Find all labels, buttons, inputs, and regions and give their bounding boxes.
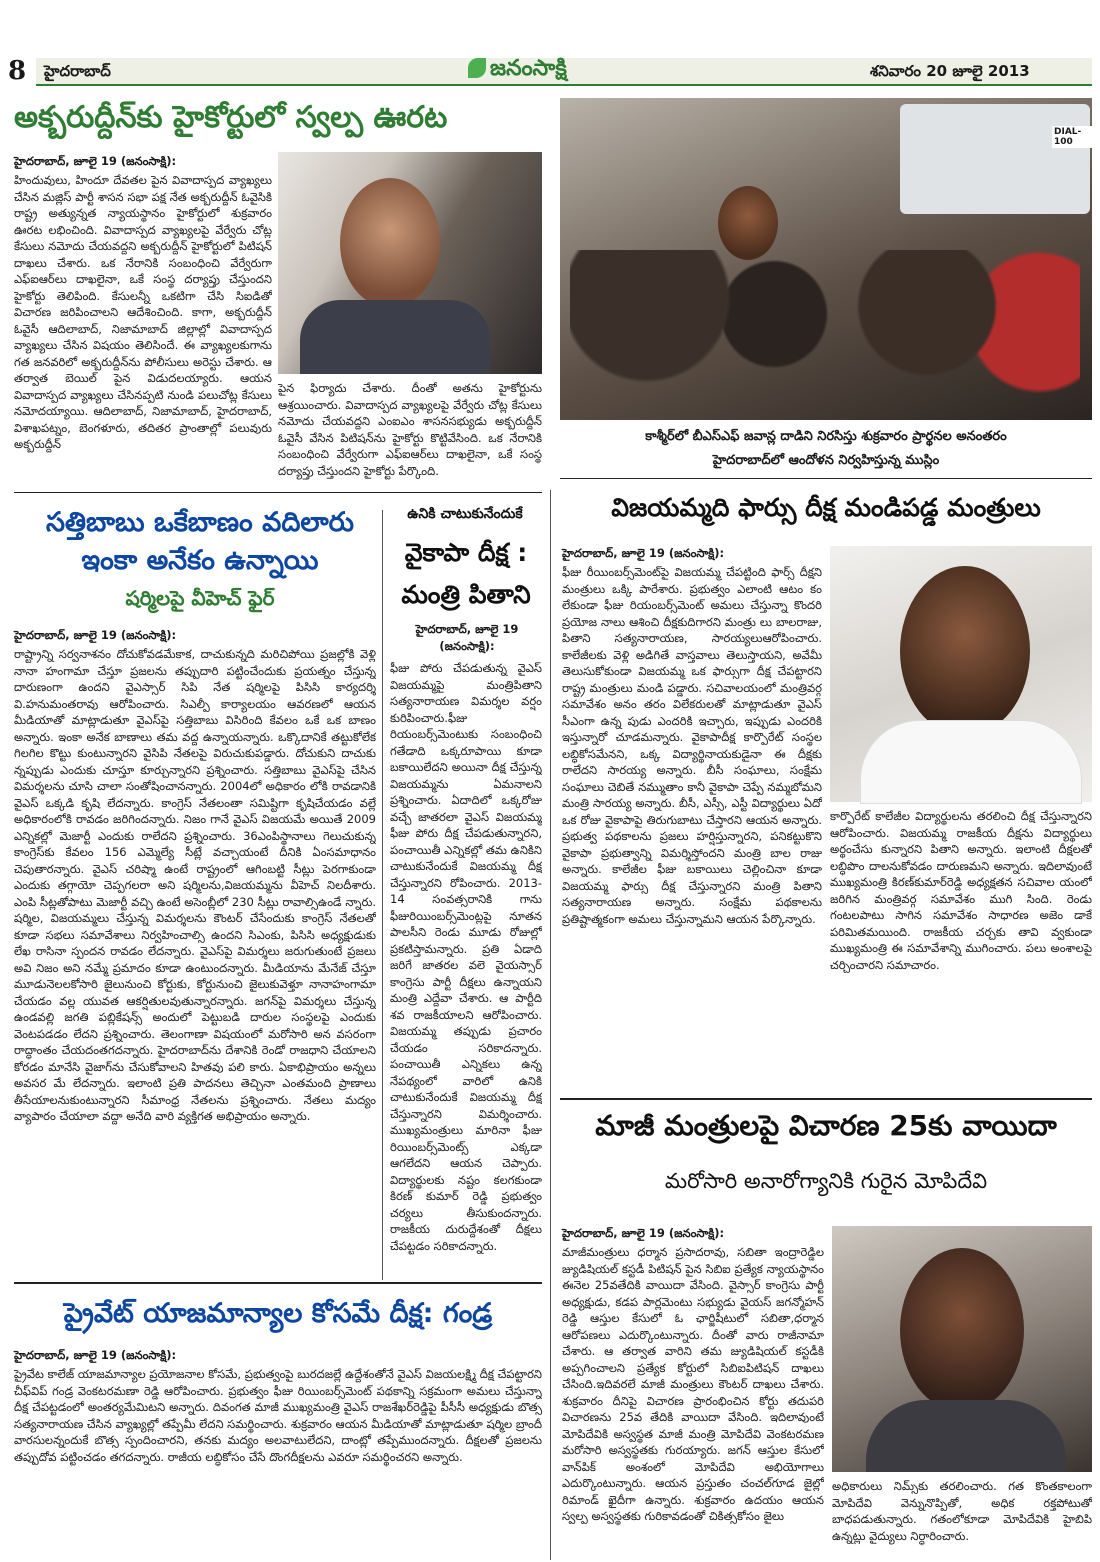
story5-body-right: అధికారులు నిమ్స్‌కు తరలించారు. గత కొంతకాలంగా మోపిదేవి వెన్నునొప్పితో, అధిక రక్తపోటుతో బాధపడుతున్నారు. గతంలోకూడా మోపిదేవికి హైబిపి ఉన్నట్లు వైద్యులు నిర్ధారించారు.: [832, 1479, 1092, 1543]
issue-date: శనివారం 20 జూలై 2013: [870, 62, 1030, 80]
story3-headline-line1: వైకాపా దీక్ష :: [404, 538, 528, 567]
divider-story2-3: [382, 510, 383, 1280]
masthead-brand: జనంసాక్షి: [490, 56, 567, 81]
story6-headline: ప్రైవేట్ యాజమాన్యాల కోసమే దీక్ష: గండ్ర: [63, 1298, 493, 1329]
story3-dateline: హైదరాబాద్, జూలై 19 (జనంసాక్షి):: [415, 622, 519, 653]
story6-dateline: హైదరాబాద్, జూలై 19 (జనంసాక్షి):: [14, 1348, 177, 1362]
story2-headline-line2: ఇంకా అనేకం ఉన్నాయి: [81, 545, 319, 576]
story2-body: రాష్ట్రాన్ని సర్వనాశనం దోచుకోవడమేకాక, దాచుకున్నది మరిచిపోయి ప్రజల్లోకి వెళ్లి నానా హంగామా చేస్తూ ప్రజలను తప్పుదారి పట్టించేందుకు ప్రయత్నం చేస్తున్న దారుణంగా ఉందని వైఎస్సార్ సిపి నేత షర్మిలపై పిసిసి కార్యదర్శి వి.హనుమంతరావు ఆరోపించారు. సిఎల్పీ కార్యాలయం ఆవరణలో ఆయన మీడియాతో మాట్లాడుతూ వైఎస్‌పై సత్తిబాబు విసిరింది కేవలం ఒకే ఒక బాణం అన్నారు. ఇంకా అనేక బాణాలు తమ వద్ద ఉన్నాయన్నారు. ఒక్కొదానికే తట్టుకోలేక గిలగిల కొట్టు కుంటున్నారని వైసిపి నేతలపై విరుచుకుపడ్డారు. దోచుకుని దాచుకు న్నప్పుడు ఎందుకు చూస్తూ కూర్చున్నారని ప్రశ్నించారు. సత్తిబాబు వైఎస్‌పై చేసిన విమర్శలను చూసి చాలా సంతోషించానన్నారు. 2004లో అధికారం లోకి రావడానికి వైఎస్ ఒక్కడి కృషి లేదన్నారు. కాంగ్రెస్ నేతలంతా సమిష్టిగా కృషిచేయడం వల్లే అధికారంలోకి రావడం జరిగిందన్నారు. నిజం గానే వైఎస్ విజయమే అయితే 2009 ఎన్నికల్లో మెజార్టీ ఎందుకు రాలేదని ప్రశ్నించారు. 36ఎంపిస్థానాలు గెలుచుకున్న కాంగ్రెస్‌కు కేవలం 156 ఎమ్మెల్యే సీట్లే వచ్చాయంటే దీనికి ఏంసమాధానం చెపుతారన్నారు. వైఎస్ చరిష్మా ఉంటే రాష్ట్రంలో ఆగింబట్టి సీట్లు పెరగాకుండా ఎందుకు తగ్గాయో చెప్పగలరా అని షర్మిలను,విజయమ్మను వీహెచ్ నిలదీశారు. ఎంపి సీట్లతోపాటు మెజార్టీ వచ్చి ఉంటే అసెంబ్లీలో 230 సీట్లు రావాల్సిఉండే న్నారు. షర్మిల, విజయమ్మలు చేస్తున్న విమర్శలను కౌంటర్ చేసేందుకు కాంగ్రెస్ నేతలతో కూడా సభలు సమావేశాలు నిర్వహించాల్సి ఉందని సిఎంకు, పిసిసి అధ్యక్షుడుకు లేఖ రాసినా స్పందన రావడం లేదన్నారు. వైఎస్‌పై విమర్శలు జరుగుతుంటే ప్రజలు అవి నిజం అని నమ్మే ప్రమాదం కూడా ఉంటుందన్నారు. మీడియాను మేనేజ్ చేస్తూ మూడునెలలకోసారి జైలునుంచి కోర్టుకు, కోర్టునుంచి జైలుకువెళ్తూ నానాహంగామా చేయడం వల్ల యువత ఆకర్షితులవుతున్నారన్నారు. జగన్‌పై విమర్శలు చేస్తున్న ఉండవల్లి జగతి పబ్లికేషన్స్ అందులో పెట్టుబడి దారుల సంస్థలపై ఎందుకు వెంటపడడం లేదని ప్రశ్నించారు. తెలంగాణా విషయంలో మరోసారి అన వసరంగా రాద్ధాంతం చేయదంతగదన్నారు. హైదరాబాద్‌ను దేశానికి రెండో రాజధాని చేయాలని కోరడం మానేసి వైజాగ్‌ను చేసుకోవాలని హితవు పలి కారు. ఏకాభిప్రాయం అన్నలు అవసర మే లేదన్నారు. ఇలాంటి ప్రతి పాదనలు తెచ్చినా ఎంతమంది ప్రాణాలు తీసేయాలనుకుంటున్నారని సీమాంధ్ర నేతలను ప్రశ్నించారు. నేతలు మద్యం వ్యాపారం చేయాలా వద్దా అనేది వారి వ్యక్తిగత అభిప్రాయం అన్నారు.: [14, 647, 376, 1123]
story3-headline-line2: మంత్రి పితాని: [401, 580, 531, 609]
story5-dateline: హైదరాబాద్, జూలై 19 (జనంసాక్షి):: [562, 1226, 725, 1240]
akbaruddin-coat: [300, 300, 490, 374]
divider-story2-6: [14, 1282, 542, 1284]
story1-body-left: హిందువులు, హిందూ దేవతల పైన వివాదాస్పద వ్యాఖ్యలు చేసిన మజ్లిస్ పార్టీ శాసన సభా పక్ష నేత అక్బరుద్దీన్ ఓవైసికి రాష్ట్ర అత్యున్నత న్యాయస్థానం హైకోర్టులో శుక్రవారం ఊరట లభించింది. వివాదాస్పద వ్యాఖ్యలపై వేర్వేరు చోట్ల కేసులు నమోదు చేయవద్దని అక్బరుద్దీన్ హైకోర్టులో పిటిషన్ దాఖలు చేశారు. ఒక నేరానికి సంబంధించి వేర్వేరుగా ఎఫ్‌ఐఆర్‌లు దాఖలైనా, ఒకే సంస్థ దర్యాప్తు చేస్తుందని హైకోర్టు తెలిపింది. కేసులన్నీ ఒకటిగా చేసి సిఐడితో విచారణ జరిపించాలని ఆదేశించింది. కాగా, అక్బరుద్దీన్ ఓవైసీ ఆదిలాబాద్, నిజామాబాద్ జిల్లాల్లో వివాదాస్పద వ్యాఖ్యలు చేసిన విషయం తెలిసిందే. ఈ వ్యాఖ్యలకుగాను గత జనవరిలో అక్బరుద్దీన్‌ను పోలీసులు అరెస్టు చేశారు. ఆ తర్వాత బెయిల్ పైన విడుదలయ్యారు. ఆయన వివాదాస్పద వ్యాఖ్యలు చేసినప్పటి నుండి పలుచోట్ల కేసులు నమోదయ్యాయి. ఆదిలాబాద్, నిజామాబాద్, హైదరాబాద్, విశాఖపట్నం, బెంగళూరు, తదితర ప్రాంతాల్లో పలువురు అక్బరుద్దీన్: [14, 173, 272, 451]
story2-headline-line1: సత్తిబాబు ఒకేబాణం వదిలారు: [45, 507, 355, 538]
police-van-sign: DIAL-100: [1052, 126, 1100, 148]
story1-headline: అక్బరుద్దీన్‌కు హైకోర్టులో స్వల్ప ఊరట: [14, 100, 448, 135]
story3-kicker: ఉనికి చాటుకునేందుకే: [407, 506, 523, 522]
akbaruddin-face-icon: [340, 178, 440, 308]
story1-dateline: హైదరాబాద్, జూలై 19 (జనంసాక్షి):: [14, 154, 177, 168]
divider-top: [14, 492, 542, 493]
divider-story3-4: [550, 490, 551, 1560]
story4-body-right: కార్పొరేట్ కాలేజీల విద్యార్థులను తరలించి దీక్ష చేస్తున్నారని ఆరోపించారు. విజయమ్మ రాజకీయ దీక్షను విద్యార్థులు అర్థంచేసు కున్నారని పితాని అన్నారు. ఇలాంటి దీక్షలతో లబ్ధిపొం దాలనుకోవడం దారుణమని అన్నారు. ఇదిలావుంటే ముఖ్యమంత్రి కిరణ్‌కుమార్‌రెడ్డి అధ్యక్షతన సచివాల యంలో జరిగిన మంత్రివర్గ సమావేశం ముగి సింది. రెండు గంటలపాటు సాగిన సమావేశం సాధారణ అజెం డాకే పరిమితమయింది. రాజకీయ చర్చకు తావి వ్వకుండా ముఖ్యమంత్రి ఈ సమావేశాన్ని ముగించారు. పలు అంశాలపై చర్చించారని సమాచారం.: [830, 809, 1092, 972]
mopidevi-shirt: [866, 1400, 1066, 1472]
mopidevi-face-icon: [900, 1248, 1024, 1412]
photo-caption-line2: హైదరాబాద్‌లో ఆందోళన నిర్వహిస్తున్న ముస్లిం: [712, 453, 940, 468]
divider-top-right: [560, 478, 1092, 479]
story4-body-left: ఫీజు రీయింబర్స్‌మెంట్‌పై విజయమ్మ చేపట్టింది ఫార్స్ దీక్షని మంత్రులు ఒక్కి పారేశారు. ప్రభుత్వం ఎలాంటి ఆటం కం లేకుండా ఫీజు రియంబర్స్‌మెంట్ అమలు చేస్తున్నా కొందరి ప్రయోజ నాలు ఆశించి దీక్షకుదిగారని మంత్రు లు బాలరాజు, పితాని సత్యనారాయణ, సారయ్యలుఆరోపించారు. కాలేజీలకు వెళ్లి అడిగితే వాస్తవాలు తెలుస్తాయని, అవేమీ తెలుసుకోకుండా విజయమ్మ ఒక ఫార్సుగా దీక్ష చేపట్టారని రాష్ట్ర మంత్రులు మండి పడ్డారు. సచివాలయంలో మంత్రివర్గ సమావేశం అనం తరం విలేకరులతో మాట్లాడుతూ వైఎస్ సీఎంగా ఉన్న పుడు ఎందరికి ఇచ్చారు, ఇప్పుడు ఎందరికి ఇస్తున్నారో చూడమన్నారు. వైకాపాదీక్ష కార్పొరేట్ సంస్థల లబ్ధికోసమేనని, ఒక్క విద్యార్థినాయకుడైనా ఈ దీక్షకు రాలేదని సారయ్య అన్నారు. బీసీ సంఘాలు, సంక్షేమ సంఘాలు చెబితే నమ్ముతాం కానీ వైకాపా చెప్పే నమ్మబోమని మంత్రి సారయ్య అన్నారు. బీసీ, ఎస్సీ, ఎస్టీ విద్యార్థులు ఏదో ఒక రోజు వైకాపాపై తిరుగుబాటు చేస్తారని ఆయన అన్నారు. ప్రభుత్వ పథకాలను ప్రజలు హర్షిస్తున్నారని, పనికట్టుకొని వైకాపా ప్రభుత్వాన్ని విమర్శిస్తోందని మంత్రి బాల రాజు అన్నారు. కాలేజీల ఫీజు బకాయిలు చెల్లించినా కూడా విజయమ్మ ఫార్సు దీక్ష చేస్తున్నారని మంత్రి పితాని సత్యనారాయణ అన్నారు. సంక్షేమ పథకాలను ప్రతిష్టాత్మకంగా అమలు చేస్తున్నామని ఆయన పేర్కొన్నారు.: [562, 565, 822, 926]
protester-face-icon: [718, 186, 778, 260]
section-city: హైదరాబాద్: [44, 62, 111, 80]
photo-caption-line1: కాశ్మీర్‌లో బీఎస్‌ఎఫ్ జవాన్ల దాడిని నిరసిస్తు శుక్రవారం ప్రార్థనల అనంతరం: [645, 429, 1007, 444]
crowd-silhouettes: [570, 250, 1080, 410]
story2-subhead: షర్మిలపై వీహెచ్ ఫైర్: [125, 586, 275, 610]
story4-headline: విజయమ్మది ఫార్సు దీక్ష మండిపడ్డ మంత్రులు: [611, 493, 1041, 522]
minister-shirt: [860, 720, 1082, 804]
story5-body-left: మాజీమంత్రులు ధర్మాన ప్రసాదరావు, సబితా ఇంద్రారెడ్డిల జ్యుడిషియల్ కస్టడీ పిటిషన్ పైన సిబిఐ ప్రత్యేక న్యాయస్థానం ఈనెల 25వతేదికి వాయిదా వేసింది. వైస్సార్ కాంగ్రెసు పార్టీ అధ్యక్షుడు, కడప పార్లమెంటు సభ్యుడు వైయస్ జగన్మోహన్ రెడ్డి ఆస్తుల కేసులో ఓ ఛార్జిషీటులో సబితా,ధర్మాన ఆరోపణలు ఎదుర్కొంటున్నారు. దీంతో వారు రాజీనామా చేశారు. ఆ తర్వాత వారిని తమ జ్యుడిషియల్ కస్టడీకి అప్పగించాలని ప్రత్యేక కోర్టులో సిబిఐపిటిషన్ దాఖలు చేసింది.ఇదివరలే మాజీ మంత్రులు కౌంటర్ దాఖలు చేశారు. శుక్రవారం దీనిపై విచారణ ప్రారంభించిన కోర్టు తదుపరి విచారణను 25వ తేదికి వాయిదా వేసింది. ఇదిలావుంటే మోపిదేవికి అస్వస్థత మాజీ మంత్రి మోపిదేవి వెంకటరమణ మరోసారి అస్వస్థతకు గురయ్యారు. జగన్ ఆస్తుల కేసులో వాన్‌పిక్ అంశంలో మోపిదేవి అభియోగాలు ఎదుర్కొంటున్నారు. ఆయన ప్రస్తుతం చంచల్‌గూడ జైల్లో రిమాండ్ ఖైదీగా ఉన్నారు. శుక్రవారం ఉదయం ఆయన స్వల్ప అస్వస్థతకు గురికావడంతో చికిత్సకోసం జైలు: [562, 1245, 824, 1523]
story6-body: ప్రైవేట కాలేజ్ యాజమాన్యాల ప్రయోజనాల కోసమే, ప్రభుత్వంపై బురదజల్లే ఉద్దేశంతోనే వైఎస్ విజయలక్ష్మి దీక్ష చేపట్టారని చీఫ్‌విప్ గండ్ర వెంకటరమణా రెడ్డి ఆరోపించారు. ప్రభుత్వం ఫీజు రియింబర్స్‌మెంట్ పథకాన్ని సక్రమంగా అమలు చేస్తున్నా దీక్ష చేపట్టడంలో అంతర్యమేమిటని అన్నారు. దివంగత మాజీ ముఖ్యమంత్రి వైఎస్ రాజశేఖర్‌రెడ్డిపై పీసీసీ అధ్యక్షుడు బొత్స సత్యనారాయణ చేసిన వ్యాఖ్యల్లో తప్పేమీ లేదని సమర్థించారు. శుక్రవారం ఆయన మీడియాతో మాట్లాడుతూ షర్మిల బ్రాందీ వారసులన్నందుకే బొత్స స్పందించారని, తనకు మద్యం అలవాటులేదని, దాంట్లో తప్పేముందన్నారు. దీక్షలతో ప్రజలను తప్పుదోవ పట్టించడం తగదన్నారు. రాజీయ లబ్ధికోసం చేసే దొంగదీక్షలను ఎవరూ సమర్థించరని అన్నారు.: [14, 1367, 542, 1464]
page-number: 8: [8, 56, 27, 86]
story1-body-right: పైన ఫిర్యాదు చేశారు. దీంతో అతను హైకోర్టును ఆశ్రయించారు. వివాదాస్పద వ్యాఖ్యలపై వేర్వేరు చోట్ల కేసులు నమోదు చేయవద్దని ఎంఐఎం శాసనసభ్యుడు అక్బరుద్దీన్ ఓవైసీ వేసిన పిటిషన్‌ను హైకోర్టు కొట్టివేసింది. ఒక నేరానికి సంబంధించి వేర్వేరుగా ఎఫ్‌ఐఆర్‌లు దాఖలైనా, ఒకే సంస్థ దర్యాప్తు చేస్తుందని హైకోర్టు పేర్కొంది.: [278, 381, 542, 478]
police-van: [900, 104, 1090, 214]
story5-subhead: మరోసారి అనారోగ్యానికి గురైన మోపిదేవి: [664, 1169, 988, 1193]
story2-dateline: హైదరాబాద్, జూలై 19 (జనంసాక్షి):: [14, 628, 177, 642]
story5-headline: మాజీ మంత్రులపై విచారణ 25కు వాయిదా: [595, 1109, 1057, 1142]
story4-dateline: హైదరాబాద్, జూలై 19 (జనంసాక్షి):: [562, 546, 725, 560]
story3-body: ఫీజు పోరు చేపడుతున్న వైఎస్ విజయమ్మపై మంత్రిపితాని సత్యనారాయణ విమర్శల వర్షం కురిపించారు.ఫీజు రియంబర్స్‌మెంటుకు సంబంధించి గతేడాది ఒక్కరూపాయి కూడా బకాయిలేదని అయినా దీక్ష చేస్తున్న విజయమ్మను ఏమనాలని ప్రశ్నించారు. ఏదాదిలో ఒక్కరోజు వచ్చే జాతరలా వైఎస్ విజయమ్మ ఫీజు పోరు దీక్ష చేపడుతున్నారని, పంచాయితీ ఎన్నికల్లో తమ ఉనికిని చాటుకునేందుకే విజయమ్మ దీక్ష చేస్తున్నారని రోపించారు. 2013-14 సంవత్సరానికి గాను ఫీజురియింబర్స్‌మెంట్లపై నూతన పాలసీని రెండు మూడు రోజుల్లో ప్రకటిస్తామన్నారు. ప్రతి ఏడాది జరిగే జాతరల వలె వైయస్సార్ కాంగ్రెసు పార్టీ దీక్షలు ఉన్నాయని మంత్రి ఎద్దేవా చేశారు. ఆ పార్టీది శవ రాజకీయాలని ఆరోపించారు. విజయమ్మ తప్పుడు ప్రచారం చేయడం సరికాదన్నారు. పంచాయితీ ఎన్నికలు ఉన్న నేపథ్యంలో వారిలో ఉనికి చాటుకునేందుకే విజయమ్మ దీక్ష చేస్తున్నారని విమర్శించారు. ముఖ్యమంత్రులు మారినా ఫీజు రియింబర్స్‌మెంట్స్ ఎక్కడా ఆగలేదని ఆయన చెప్పారు. విద్యార్థులకు నష్టం కలగకుండా కిరణ్ కుమార్ రెడ్డి ప్రభుత్వం చర్యలు తీసుకుందన్నారు. రాజకీయ దురుద్దేశంతో దీక్షలు చేపట్టడం సరికాదన్నారు.: [390, 661, 542, 1253]
divider-story4-5: [560, 1098, 1092, 1100]
minister-face-icon: [900, 566, 1030, 736]
